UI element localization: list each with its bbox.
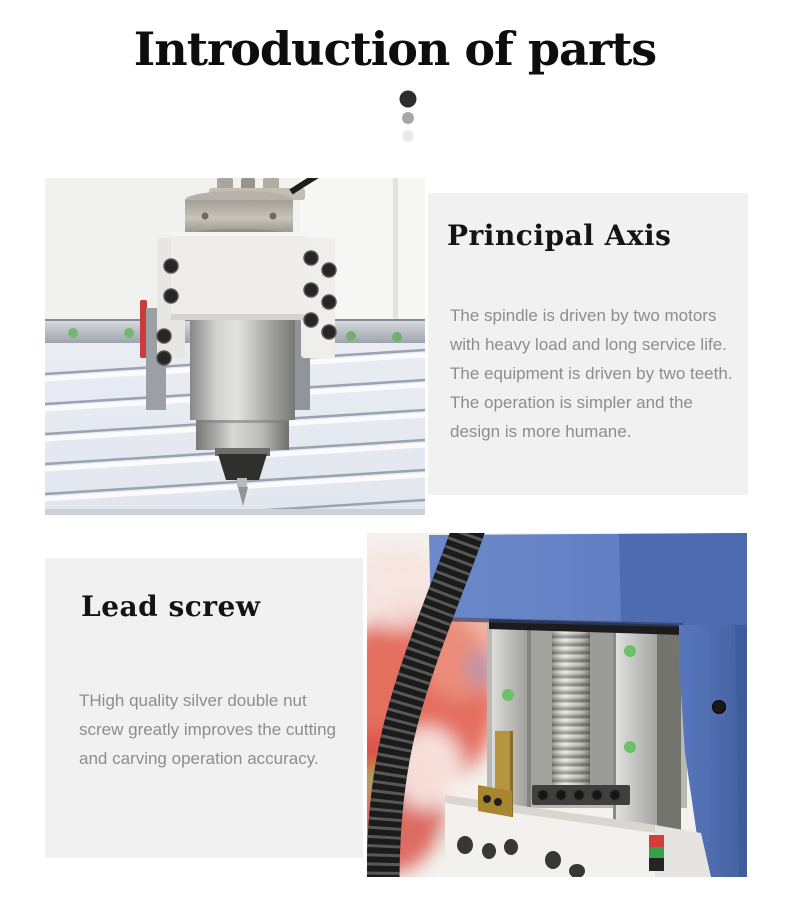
dot-icon-dark <box>400 91 417 108</box>
spindle-photo <box>45 178 425 515</box>
fading-dots-icon <box>398 90 418 148</box>
page-title: Introduction of parts <box>133 22 657 76</box>
principal-axis-panel <box>428 193 748 495</box>
lead-screw-body: THigh quality silver double nut screw greatly improves the cutting and carving operation accuracy. <box>79 691 336 768</box>
lead-screw-panel <box>45 558 363 858</box>
lead-screw-title: Lead screw <box>81 590 261 623</box>
dot-icon-mid <box>402 112 414 124</box>
principal-axis-title: Principal Axis <box>447 219 672 252</box>
dot-icon-light <box>403 131 414 142</box>
principal-axis-body: The spindle is driven by two motors with heavy load and long service life. The equipment is driven by two teeth. The operation is simpler and the design is more humane. <box>450 306 733 441</box>
lead-screw-photo <box>367 533 747 877</box>
